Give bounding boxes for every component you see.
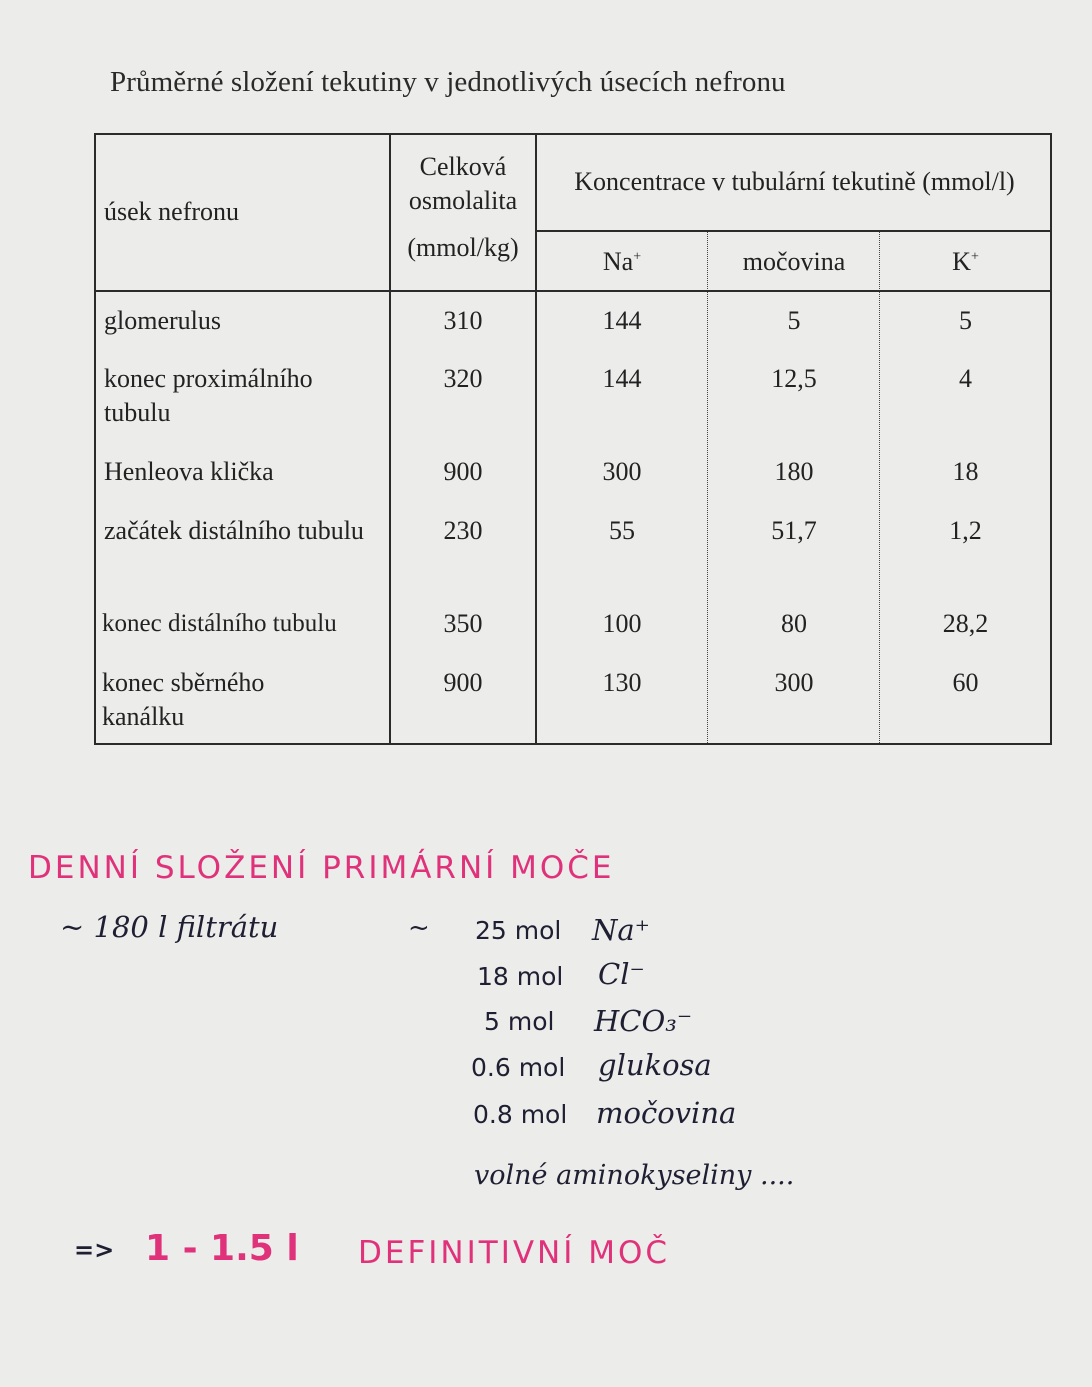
row-segment: začátek distálního tubulu [104, 516, 364, 545]
notes-heading: DENNÍ SLOŽENÍ PRIMÁRNÍ MOČE [28, 850, 615, 886]
row-k: 18 [952, 457, 979, 486]
row-urea: 5 [787, 306, 801, 335]
notes-extra: volné aminokyseliny .... [474, 1160, 795, 1191]
divider [535, 135, 537, 743]
row-urea: 300 [774, 668, 814, 697]
notes-filtrate: ~ 180 l filtrátu [60, 910, 279, 944]
header-k [881, 245, 1050, 279]
note-item-substance: Cl⁻ [598, 957, 645, 991]
header-osmolality-unit: (mmol/kg) [407, 233, 519, 262]
notes-result-label: DEFINITIVNÍ MOČ [358, 1235, 671, 1271]
row-urea: 51,7 [771, 516, 817, 545]
header-segment: úsek nefronu [104, 197, 240, 226]
divider [96, 290, 1050, 292]
notes-approx: ~ [408, 913, 430, 943]
row-k: 5 [959, 306, 972, 335]
row-na: 55 [609, 516, 635, 545]
divider [707, 230, 708, 743]
row-osmolality: 350 [443, 609, 483, 638]
note-item-amount: 25 mol [475, 916, 562, 945]
note-item-substance: HCO₃⁻ [594, 1004, 693, 1038]
row-osmolality: 320 [443, 364, 483, 393]
na-label: Na [602, 247, 634, 276]
row-k: 60 [952, 668, 979, 697]
note-item-amount: 0.8 mol [473, 1100, 568, 1129]
row-osmolality: 900 [443, 668, 483, 697]
header-na [537, 245, 707, 279]
header-osmolality-line2: osmolalita [408, 186, 518, 215]
row-na: 300 [602, 457, 642, 486]
row-osmolality: 900 [443, 457, 483, 486]
header-osmolality-line1: Celková [419, 152, 507, 181]
document-title: Průměrné složení tekutiny v jednotlivých úsecích nefronu [110, 66, 786, 98]
notes-arrow: => [74, 1236, 115, 1264]
row-segment: konec proximálního tubulu [104, 364, 313, 427]
note-item-amount: 0.6 mol [471, 1053, 566, 1082]
composition-table [94, 133, 1052, 745]
row-segment: Henleova klička [104, 457, 274, 486]
row-na: 130 [602, 668, 642, 697]
note-item-amount: 18 mol [477, 962, 564, 991]
row-osmolality: 310 [443, 306, 483, 335]
note-item-substance: glukosa [598, 1048, 712, 1082]
row-urea: 180 [774, 457, 814, 486]
note-item-substance: Na⁺ [592, 913, 650, 947]
divider [537, 230, 1050, 232]
divider [879, 230, 880, 743]
row-osmolality: 230 [443, 516, 483, 545]
row-k: 28,2 [942, 609, 989, 638]
row-na: 144 [602, 306, 642, 335]
notes-result-amount: 1 - 1.5 l [145, 1228, 299, 1269]
row-urea: 12,5 [771, 364, 817, 393]
row-k: 1,2 [949, 516, 982, 545]
note-item-amount: 5 mol [484, 1007, 555, 1036]
na-sup: + [633, 249, 642, 265]
header-concentration: Koncentrace v tubulární tekutině (mmol/l) [574, 167, 1015, 196]
k-label: K [952, 247, 971, 276]
row-segment: konec distálního tubulu [102, 610, 337, 637]
row-urea: 80 [781, 609, 807, 638]
row-k: 4 [959, 364, 972, 393]
header-urea: močovina [742, 247, 846, 276]
row-na: 144 [602, 364, 642, 393]
row-segment: konec sběrného kanálku [102, 668, 265, 731]
row-na: 100 [602, 609, 642, 638]
k-sup: + [970, 249, 979, 265]
row-segment: glomerulus [104, 306, 221, 335]
note-item-substance: močovina [596, 1096, 737, 1130]
divider [389, 135, 391, 743]
